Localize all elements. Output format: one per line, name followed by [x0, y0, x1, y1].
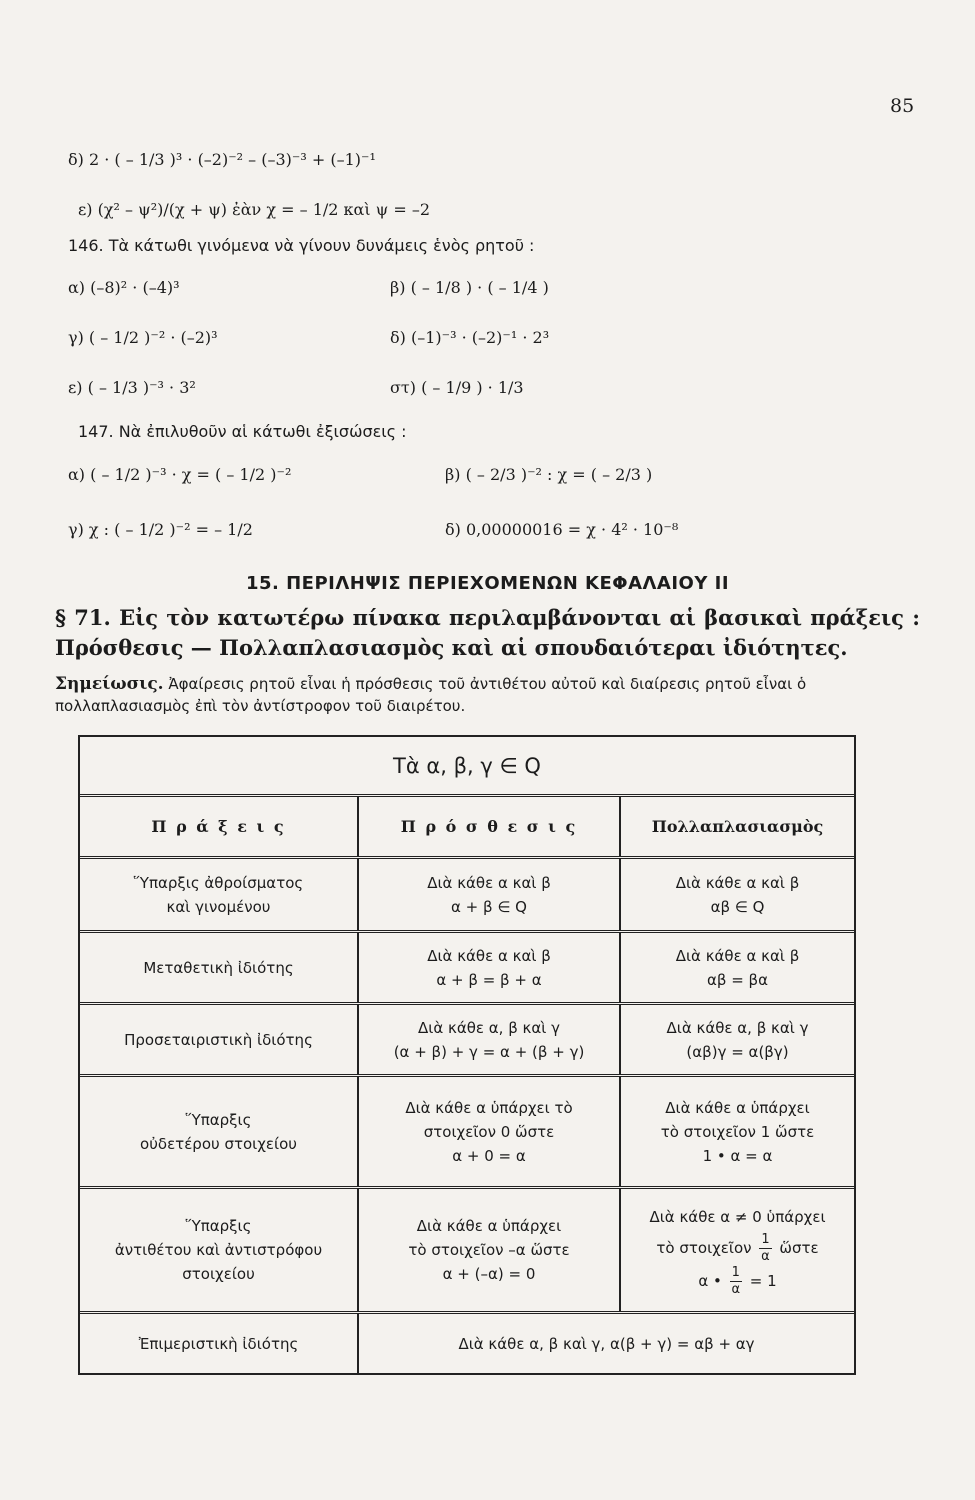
row-merged — [357, 1314, 854, 1373]
addition-line: α + (–α) = 0 — [442, 1265, 536, 1283]
exercise-147-title: 147. Νὰ ἐπιλυθοῦν αἱ κάτωθι ἐξισώσεις : — [78, 422, 407, 441]
exercise-147-a: α) ( – 1/2 )⁻³ · χ = ( – 1/2 )⁻² — [68, 465, 292, 484]
multiplication-line: τὸ στοιχεῖον 1 ὥστε — [660, 1122, 815, 1141]
row-property — [80, 933, 357, 1002]
multiplication-line: Διὰ κάθε α ὑπάρχει — [665, 1098, 810, 1117]
property-line: ἀντιθέτου καὶ ἀντιστρόφου — [114, 1241, 323, 1259]
row-addition — [357, 1005, 619, 1074]
row-multiplication — [619, 1189, 854, 1311]
fraction-denominator: α — [761, 1249, 770, 1264]
table-row — [80, 933, 854, 1005]
multiplication-line: Διὰ κάθε α, β καὶ γ — [666, 1018, 809, 1037]
addition-line: α + β ∈ Q — [451, 897, 527, 916]
addition-line: α + β = β + α — [436, 970, 542, 989]
page-number: 85 — [890, 95, 915, 117]
property-line: Ὕπαρξις ἀθροίσματος — [133, 873, 304, 892]
inverse-text: = 1 — [749, 1272, 777, 1290]
exercise-145-delta: δ) 2 · ( – 1/3 )³ · (–2)⁻² – (–3)⁻³ + (–1)⁻¹ — [68, 150, 376, 169]
fraction-numerator: 1 — [761, 1232, 770, 1247]
table-row — [80, 1314, 854, 1373]
distributive-text: Διὰ κάθε α, β καὶ γ, α(β + γ) = αβ + αγ — [458, 1334, 755, 1353]
inverse-text: α • — [698, 1272, 722, 1290]
inverse-text: ὥστε — [779, 1239, 819, 1257]
exercise-146-g: γ) ( – 1/2 )⁻² · (–2)³ — [68, 328, 218, 347]
property-line: καὶ γινομένου — [166, 897, 271, 916]
property-line: οὐδετέρου στοιχείου — [140, 1134, 297, 1153]
row-addition — [357, 933, 619, 1002]
properties-table — [78, 735, 856, 1375]
multiplication-line — [656, 1232, 818, 1265]
multiplication-line: Διὰ κάθε α καὶ β — [675, 946, 800, 965]
multiplication-line — [698, 1265, 776, 1298]
note-text: Ἀφαίρεσις ρητοῦ εἶναι ἡ πρόσθεσις τοῦ ἀντιθέτου αὐτοῦ καὶ διαίρεσις ρητοῦ εἶναι ὁ πολλαπλασιασμὸς ἐπὶ τὸν ἀντίστροφον τοῦ διαιρέτου. — [55, 675, 807, 715]
table-row — [80, 1005, 854, 1077]
row-property — [80, 1077, 357, 1186]
property-line: Προσεταιριστικὴ ἰδιότης — [124, 1030, 313, 1049]
addition-line: τὸ στοιχεῖον –α ὥστε — [408, 1241, 570, 1259]
addition-line: α + 0 = α — [452, 1146, 526, 1165]
section-heading: 15. ΠΕΡΙΛΗΨΙΣ ΠΕΡΙΕΧΟΜΕΝΩΝ ΚΕΦΑΛΑΙΟΥ ΙΙ — [245, 573, 730, 594]
column-header-addition: Π ρ ό σ θ ε σ ι ς — [357, 797, 619, 856]
exercise-147-b: β) ( – 2/3 )⁻² : χ = ( – 2/3 ) — [445, 465, 653, 484]
addition-line: Διὰ κάθε α καὶ β — [427, 873, 551, 892]
exercise-146-d: δ) (–1)⁻³ · (–2)⁻¹ · 2³ — [390, 328, 550, 347]
multiplication-line: Διὰ κάθε α καὶ β — [675, 873, 800, 892]
exercise-145-epsilon: ε) (χ² – ψ²)/(χ + ψ) ἐὰν χ = – 1/2 καὶ ψ = –2 — [78, 200, 430, 219]
fraction — [730, 1265, 742, 1298]
exercise-146-e: ε) ( – 1/3 )⁻³ · 3² — [68, 378, 196, 397]
column-header-operations: Π ρ ά ξ ε ι ς — [151, 816, 286, 836]
row-property — [80, 859, 357, 930]
multiplication-line: Διὰ κάθε α ≠ 0 ὑπάρχει — [649, 1208, 826, 1226]
fraction — [759, 1232, 771, 1265]
row-addition — [357, 1189, 619, 1311]
exercise-146-a: α) (–8)² · (–4)³ — [68, 278, 180, 297]
property-line: στοιχείου — [182, 1265, 255, 1283]
exercise-146-st: στ) ( – 1/9 ) · 1/3 — [390, 378, 524, 397]
exercise-147-d: δ) 0,00000016 = χ · 4² · 10⁻⁸ — [445, 520, 679, 539]
fraction-denominator: α — [731, 1282, 741, 1297]
table-row — [80, 859, 854, 933]
paragraph-71: § 71. Εἰς τὸν κατωτέρω πίνακα περιλαμβάνονται αἱ βασικαὶ πράξεις : Πρόσθεσις — Πολλαπλασιασμὸς καὶ αἱ σπουδαιότεραι ἰδιότητες. — [55, 605, 920, 660]
exercise-146-b: β) ( – 1/8 ) · ( – 1/4 ) — [390, 278, 549, 297]
addition-line: Διὰ κάθε α ὑπάρχει τὸ — [405, 1098, 573, 1117]
property-line: Ἐπιμεριστικὴ ἰδιότης — [138, 1334, 299, 1353]
column-header-multiplication: Πολλαπλασιασμὸς — [619, 797, 854, 856]
table-row — [80, 1077, 854, 1189]
row-addition — [357, 859, 619, 930]
addition-line: (α + β) + γ = α + (β + γ) — [393, 1042, 585, 1061]
addition-line: Διὰ κάθε α, β καὶ γ — [418, 1018, 560, 1037]
row-multiplication — [619, 1077, 854, 1186]
inverse-text: τὸ στοιχεῖον — [656, 1239, 752, 1257]
property-line: Ὕπαρξις — [185, 1110, 252, 1129]
addition-line: Διὰ κάθε α ὑπάρχει — [416, 1217, 562, 1235]
exercise-147-g: γ) χ : ( – 1/2 )⁻² = – 1/2 — [68, 520, 253, 539]
property-line: Ὕπαρξις — [185, 1217, 252, 1235]
row-property — [80, 1005, 357, 1074]
multiplication-line: 1 • α = α — [702, 1146, 773, 1165]
row-addition — [357, 1077, 619, 1186]
row-multiplication — [619, 859, 854, 930]
row-property — [80, 1189, 357, 1311]
note — [55, 673, 920, 717]
table-column-headers — [80, 797, 854, 859]
row-multiplication — [619, 933, 854, 1002]
exercise-146-title: 146. Τὰ κάτωθι γινόμενα νὰ γίνουν δυνάμεις ἑνὸς ρητοῦ : — [68, 236, 535, 255]
addition-line: Διὰ κάθε α καὶ β — [427, 946, 551, 965]
multiplication-line: αβ = βα — [706, 970, 769, 989]
multiplication-line: αβ ∈ Q — [710, 897, 765, 916]
row-multiplication — [619, 1005, 854, 1074]
row-property — [80, 1314, 357, 1373]
multiplication-line: (αβ)γ = α(βγ) — [686, 1042, 789, 1061]
addition-line: στοιχεῖον 0 ὥστε — [423, 1122, 555, 1141]
table-header: Τὰ α, β, γ ∈ Q — [80, 737, 854, 797]
note-label: Σημείωσις. — [55, 674, 164, 694]
table-row — [80, 1189, 854, 1314]
property-line: Μεταθετικὴ ἰδιότης — [143, 958, 294, 977]
fraction-numerator: 1 — [731, 1265, 740, 1280]
